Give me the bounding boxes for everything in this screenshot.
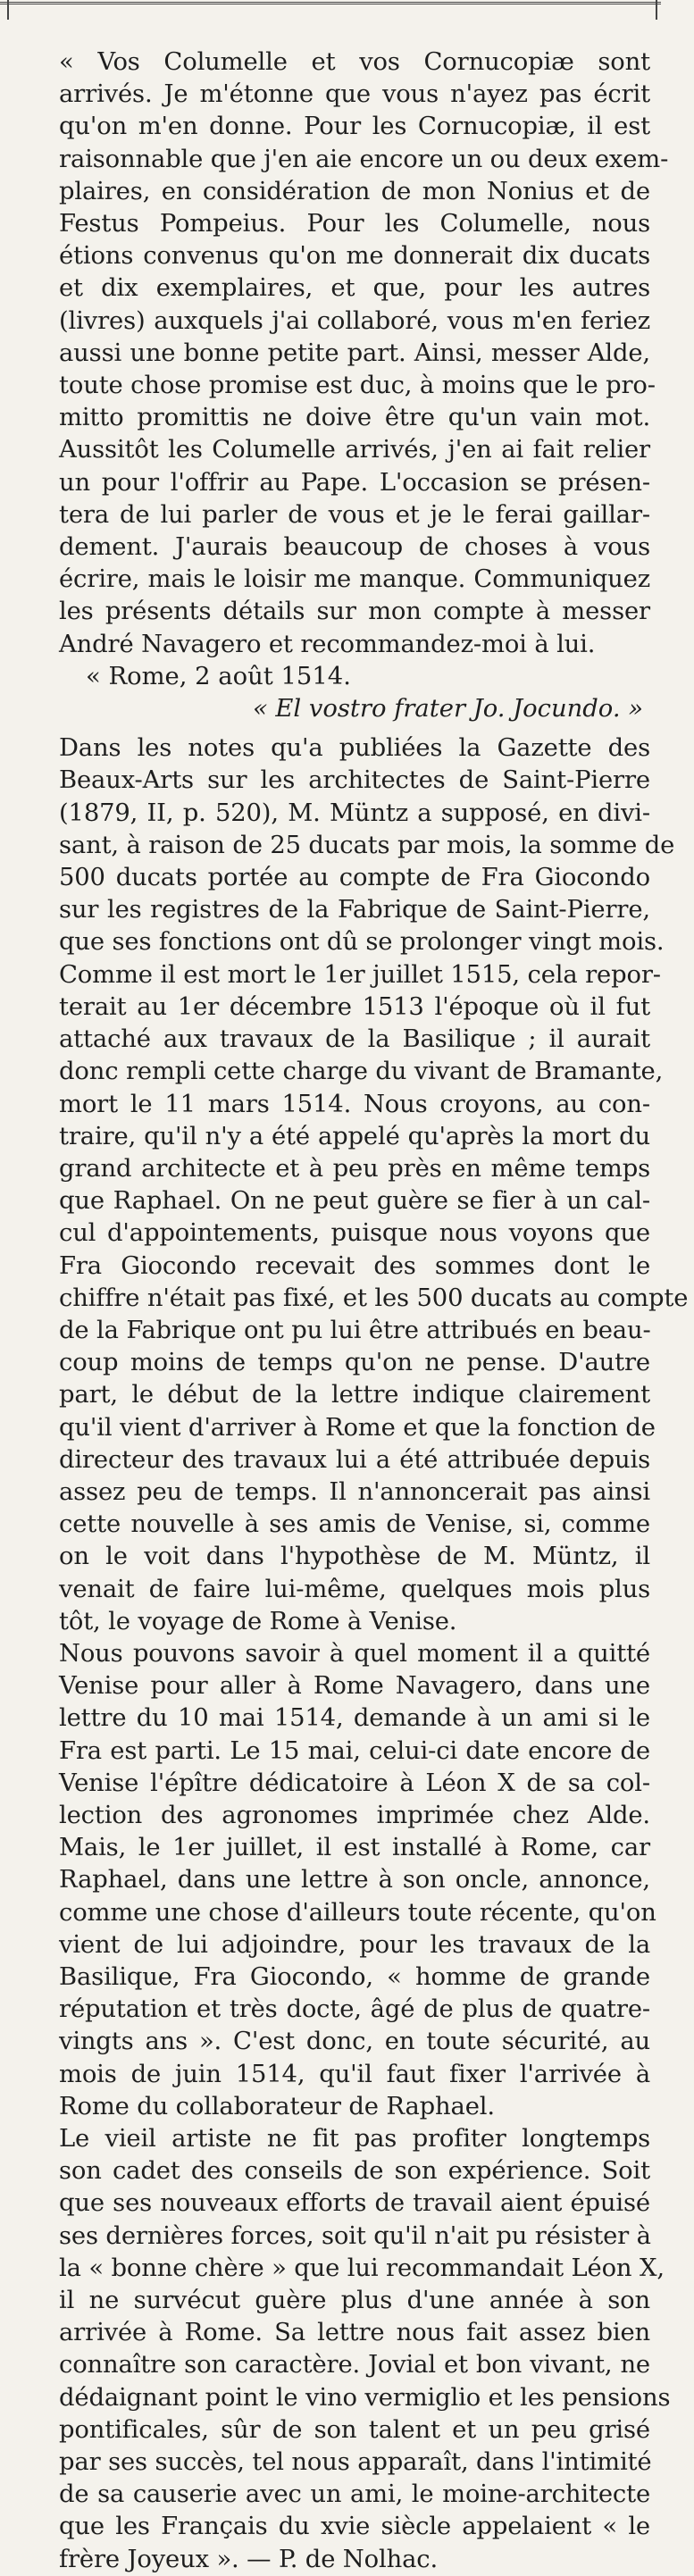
text-line: plaires, en considération de mon Nonius et de [59,177,650,205]
text-line: part, le début de la lettre indique clairement [59,1381,650,1409]
text-line: dédaignant point le vino vermiglio et les pensions [59,2383,671,2412]
text-line: chiffre n'était pas fixé, et les 500 ducats au compte [59,1284,689,1312]
text-line: arrivés. Je m'étonne que vous n'ayez pas écrit [59,80,650,109]
text-line: son cadet des conseils de son expérience. Soit [59,2157,650,2186]
text-line: vingts ans ». C'est donc, en toute sécurité, au [59,2028,650,2056]
text-line: Festus Pompeius. Pour les Columelle, nous [59,210,650,238]
text-line: qu'il vient d'arriver à Rome et que la fonction de [59,1413,656,1442]
text-line: Raphael, dans une lettre à son oncle, annonce, [59,1866,650,1894]
text-line: tôt, le voyage de Rome à Venise. [59,1607,457,1635]
quoted-letter-paragraph [34,46,669,661]
text-line: un pour l'offrir au Pape. L'occasion se présen- [59,468,650,497]
text-line: André Navagero et recommandez-moi à lui. [59,630,596,658]
text-line: toute chose promise est duc, à moins que le pro- [59,372,656,400]
text-line: Rome du collaborateur de Raphael. [59,2092,495,2120]
text-line: attaché aux travaux de la Basilique ; il aurait [59,1025,650,1054]
text-line: connaître son caractère. Jovial et bon vivant, ne [59,2351,650,2379]
text-line: aussi une bonne petite part. Ainsi, messer Alde, [59,339,650,367]
text-line: Mais, le 1er juillet, il est installé à Rome, car [59,1834,650,1862]
column-rule-right [656,0,657,20]
text-line: Le vieil artiste ne fit pas profiter longtemps [59,2125,650,2153]
text-line: les présents détails sur mon compte à messer [59,598,650,626]
text-line: 500 ducats portée au compte de Fra Giocondo [59,864,650,892]
letter-place-date: « Rome, 2 août 1514. [86,662,351,690]
text-line: frère Joyeux ». — P. de Nolhac. [59,2545,438,2573]
text-line: Aussitôt les Columelle arrivés, j'en ai fait relier [59,436,650,464]
text-line: (1879, II, p. 520), M. Müntz a supposé, en divi- [59,799,650,827]
text-line: sant, à raison de 25 ducats par mois, la somme de [59,831,675,859]
text-line: que les Français du xvie siècle appelaient « le [59,2513,650,2541]
text-line: cul d'appointements, puisque nous voyons que [59,1219,650,1248]
text-line: Comme il est mort le 1er juillet 1515, cela repor- [59,960,661,989]
text-line: Nous pouvons savoir à quel moment il a quitté [59,1639,650,1668]
text-line: assez peu de temps. Il n'annoncerait pas ainsi [59,1477,650,1506]
paragraph-muntz-hypothesis [34,732,689,1638]
text-line: (livres) auxquels j'ai collaboré, vous m'en feriez [59,306,650,335]
paragraph-departure-venice [34,1638,656,2123]
text-line: traire, qu'il n'y a été appelé qu'après la mort du [59,1122,650,1150]
text-line: dement. J'aurais beaucoup de choses à vous [59,533,650,562]
text-line: sur les registres de la Fabrique de Saint-Pierre, [59,896,650,924]
text-line: on le voit dans l'hypothèse de M. Müntz, il [59,1543,650,1571]
text-line: de sa causerie avec un ami, le moine-architecte [59,2480,650,2509]
text-line: qu'on m'en donne. Pour les Cornucopiæ, il est [59,113,650,141]
text-line: venait de faire lui-même, quelques mois plus [59,1575,650,1603]
text-line: Fra est parti. Le 15 mai, celui-ci date encore de [59,1736,650,1765]
text-line: Venise l'épître dédicatoire à Léon X de sa col- [59,1769,650,1797]
text-line: Beaux-Arts sur les architectes de Saint-Pierre [59,766,650,795]
text-line: que ses nouveaux efforts de travail aient épuisé [59,2189,650,2218]
text-line: donc rempli cette charge du vivant de Bramante, [59,1058,664,1086]
text-line: Dans les notes qu'a publiées la Gazette des [59,734,650,763]
text-line: terait au 1er décembre 1513 l'époque où il fut [59,992,650,1021]
text-line: lection des agronomes imprimée chez Alde. [59,1801,650,1829]
letter-signature: « El vostro frater Jo. Jocundo. » [252,695,643,723]
text-line: par ses succès, tel nous apparaît, dans l'intimité [59,2448,652,2477]
column-rule-left [7,0,9,20]
text-line: Fra Giocondo recevait des sommes dont le [59,1251,650,1280]
text-line: écrire, mais le loisir me manque. Communiquez [59,565,650,594]
text-line: vient de lui adjoindre, pour les travaux de la [59,1930,650,1959]
text-line: mitto promittis ne doive être qu'un vain mot. [59,404,650,432]
text-line: et dix exemplaires, et que, pour les autres [59,274,650,303]
text-line: il ne survécut guère plus d'une année à son [59,2287,650,2315]
text-line: « Vos Columelle et vos Cornucopiæ sont [59,48,650,76]
text-line: que ses fonctions ont dû se prolonger vingt mois. [59,928,665,957]
text-line: ses dernières forces, soit qu'il n'ait pu résister à [59,2221,651,2250]
text-line: comme une chose d'ailleurs toute récente, qu'on [59,1898,656,1927]
text-line: coup moins de temps qu'on ne pense. D'autre [59,1349,650,1377]
article-column [34,46,689,2573]
text-line: cette nouvelle à ses amis de Venise, si, comme [59,1510,650,1539]
text-line: Basilique, Fra Giocondo, « homme de grande [59,1962,650,1991]
text-line: réputation et très docte, âgé de plus de quatre- [59,1995,650,2024]
text-line: directeur des travaux lui a été attribuée depuis [59,1445,650,1474]
text-line: de la Fabrique ont pu lui être attribués en beau- [59,1316,651,1344]
paragraph-final-years [34,2123,671,2576]
text-line: pontificales, sûr de son talent et un peu grisé [59,2415,650,2444]
text-line: que Raphael. On ne peut guère se fier à un cal- [59,1187,650,1216]
top-double-rule [0,2,661,4]
text-line: tera de lui parler de vous et je le ferai gaillar- [59,500,650,529]
text-line: mort le 11 mars 1514. Nous croyons, au con- [59,1090,650,1118]
text-line: Venise pour aller à Rome Navagero, dans une [59,1672,650,1701]
text-line: étions convenus qu'on me donnerait dix ducats [59,242,650,271]
text-line: la « bonne chère » que lui recommandait Léon X, [59,2254,665,2282]
text-line: grand architecte et à peu près en même temps [59,1154,650,1183]
text-line: arrivée à Rome. Sa lettre nous fait assez bien [59,2319,650,2347]
text-line: raisonnable que j'en aie encore un ou deux exem- [59,145,669,173]
text-line: lettre du 10 mai 1514, demande à un ami si le [59,1704,650,1733]
text-line: mois de juin 1514, qu'il faut fixer l'arrivée à [59,2060,650,2088]
